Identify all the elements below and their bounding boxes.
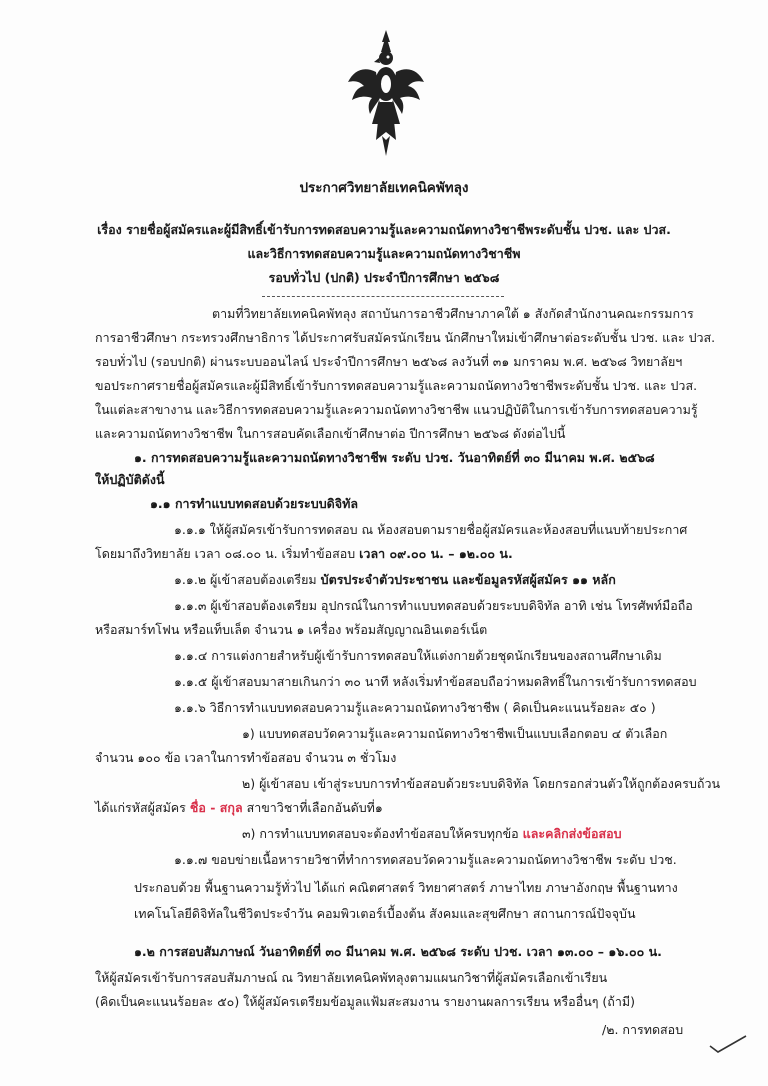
garuda-emblem-icon	[346, 28, 426, 158]
sub-item-2: ๒) ผู้เข้าสอบ เข้าสู่ระบบการทำข้อสอบด้วยระบบดิจิทัล โดยกรอกส่วนตัวให้ถูกต้องครบถ้วน	[242, 776, 721, 791]
sub-item-1-cont: จำนวน ๑๐๐ ข้อ เวลาในการทำข้อสอบ จำนวน ๓ ชั่วโมง	[95, 750, 397, 765]
item-1-1-3: ๑.๑.๓ ผู้เข้าสอบต้องเตรียม อุปกรณ์ในการทำแบบทดสอบด้วยระบบดิจิทัล อาทิ เช่น โทรศัพท์มือถือ	[174, 598, 693, 613]
title-separator	[262, 296, 504, 297]
item-1-1-5: ๑.๑.๕ ผู้เข้าสอบมาสายเกินกว่า ๓๐ นาที หลังเริ่มทำข้อสอบถือว่าหมดสิทธิ์ในการเข้ารับการทดสอบ	[174, 674, 697, 689]
section-1-heading-cont: ให้ปฏิบัติดังนี้	[95, 472, 165, 487]
item-1-1-4: ๑.๑.๔ การแต่งกายสำหรับผู้เข้ารับการทดสอบให้แต่งกายด้วยชุดนักเรียนของสถานศึกษาเดิม	[174, 648, 662, 663]
item-1-1-1-cont: โดยมาถึงวิทยาลัย เวลา ๐๘.๐๐ น. เริ่มทำข้อสอบ เวลา ๐๙.๐๐ น. – ๑๒.๐๐ น.	[95, 546, 513, 561]
intro-line: การอาชีวศึกษา กระทรวงศึกษาธิการ ได้ประกาศรับสมัครนักเรียน นักศึกษาใหม่เข้าศึกษาต่อระดับชั้น ปวช. และ ปวส.	[95, 330, 716, 345]
intro-line: ขอประกาศรายชื่อผู้สมัครและผู้มีสิทธิ์เข้ารับการทดสอบความรู้และความถนัดทางวิชาชีพระดับชั้น ปวช. และ ปวส.	[95, 378, 698, 393]
intro-line: รอบทั่วไป (รอบปกติ) ผ่านระบบออนไลน์ ประจำปีการศึกษา ๒๕๖๘ ลงวันที่ ๓๑ มกราคม พ.ศ. ๒๕๖๘ วิทยาลัยฯ	[95, 354, 683, 369]
item-1-1-7-cont: ประกอบด้วย พื้นฐานความรู้ทั่วไป ได้แก่ คณิตศาสตร์ วิทยาศาสตร์ ภาษาไทย ภาษาอังกฤษ พื้นฐานทาง	[134, 880, 678, 895]
next-page-reference: /๒. การทดสอบ	[602, 1022, 684, 1037]
subject-line-2: และวิธีการทดสอบความรู้และความถนัดทางวิชาชีพ	[247, 246, 521, 261]
section-1-heading: ๑. การทดสอบความรู้และความถนัดทางวิชาชีพ ระดับ ปวช. วันอาทิตย์ที่ ๓๐ มีนาคม พ.ศ. ๒๕๖๘	[134, 450, 655, 465]
intro-line: ในแต่ละสาขางาน และวิธีการทดสอบความรู้และความถนัดทางวิชาชีพ แนวปฏิบัติในการเข้ารับการทดสอบความรู้	[95, 402, 698, 417]
item-1-1-1: ๑.๑.๑ ให้ผู้สมัครเข้ารับการทดสอบ ณ ห้องสอบตามรายชื่อผู้สมัครและห้องสอบที่แนบท้ายประกาศ	[174, 522, 688, 537]
section-1-1-heading: ๑.๑ การทำแบบทดสอบด้วยระบบดิจิทัล	[150, 496, 358, 511]
check-mark-icon	[708, 1034, 748, 1054]
intro-line: และความถนัดทางวิชาชีพ ในการสอบคัดเลือกเข้าศึกษาต่อ ปีการศึกษา ๒๕๖๘ ดังต่อไปนี้	[95, 426, 566, 441]
section-1-2-heading: ๑.๒ การสอบสัมภาษณ์ วันอาทิตย์ที่ ๓๐ มีนาคม พ.ศ. ๒๕๖๘ ระดับ ปวช. เวลา ๑๓.๐๐ – ๑๖.๐๐ น.	[134, 944, 662, 959]
section-1-2-text: ให้ผู้สมัครเข้ารับการสอบสัมภาษณ์ ณ วิทยาลัยเทคนิคพัทลุงตามแผนกวิชาที่ผู้สมัครเลือกเข้าเรียน	[95, 970, 608, 985]
intro-line: ตามที่วิทยาลัยเทคนิคพัทลุง สถาบันการอาชีวศึกษาภาคใต้ ๑ สังกัดสำนักงานคณะกรรมการ	[212, 306, 694, 321]
sub-item-1: ๑) แบบทดสอบวัดความรู้และความถนัดทางวิชาชีพเป็นแบบเลือกตอบ ๔ ตัวเลือก	[242, 726, 668, 741]
section-1-2-text: (คิดเป็นคะแนนร้อยละ ๕๐) ให้ผู้สมัครเตรียมข้อมูลแฟ้มสะสมงาน รายงานผลการเรียน หรืออื่นๆ (ถ้ามี)	[95, 994, 636, 1009]
item-1-1-3-cont: หรือสมาร์ทโฟน หรือแท็บเล็ต จำนวน ๑ เครื่อง พร้อมสัญญาณอินเตอร์เน็ต	[95, 622, 488, 637]
subject-line-1: เรื่อง รายชื่อผู้สมัครและผู้มีสิทธิ์เข้ารับการทดสอบความรู้และความถนัดทางวิชาชีพระดับชั้น ปวช. และ ปวส.	[97, 222, 671, 237]
item-1-1-6: ๑.๑.๖ วิธีการทำแบบทดสอบความรู้และความถนัดทางวิชาชีพ ( คิดเป็นคะแนนร้อยละ ๕๐ )	[174, 700, 656, 715]
item-1-1-7: ๑.๑.๗ ขอบข่ายเนื้อหารายวิชาที่ทำการทดสอบวัดความรู้และความถนัดทางวิชาชีพ ระดับ ปวช.	[174, 852, 677, 867]
sub-item-3: ๓) การทำแบบทดสอบจะต้องทำข้อสอบให้ครบทุกข้อ และคลิกส่งข้อสอบ	[242, 826, 622, 841]
sub-item-2-cont: ได้แก่รหัสผู้สมัคร ชื่อ - สกุล สาขาวิชาที่เลือกอันดับที่๑	[95, 800, 383, 815]
document-title: ประกาศวิทยาลัยเทคนิคพัทลุง	[299, 180, 469, 196]
item-1-1-2: ๑.๑.๒ ผู้เข้าสอบต้องเตรียม บัตรประจำตัวประชาชน และข้อมูลรหัสผู้สมัคร ๑๑ หลัก	[174, 572, 616, 587]
item-1-1-7-cont: เทคโนโลยีดิจิทัลในชีวิตประจำวัน คอมพิวเตอร์เบื้องต้น สังคมและสุขศึกษา สถานการณ์ปัจจุบัน	[134, 906, 636, 921]
subject-line-3: รอบทั่วไป (ปกติ) ประจำปีการศึกษา ๒๕๖๘	[268, 270, 500, 285]
